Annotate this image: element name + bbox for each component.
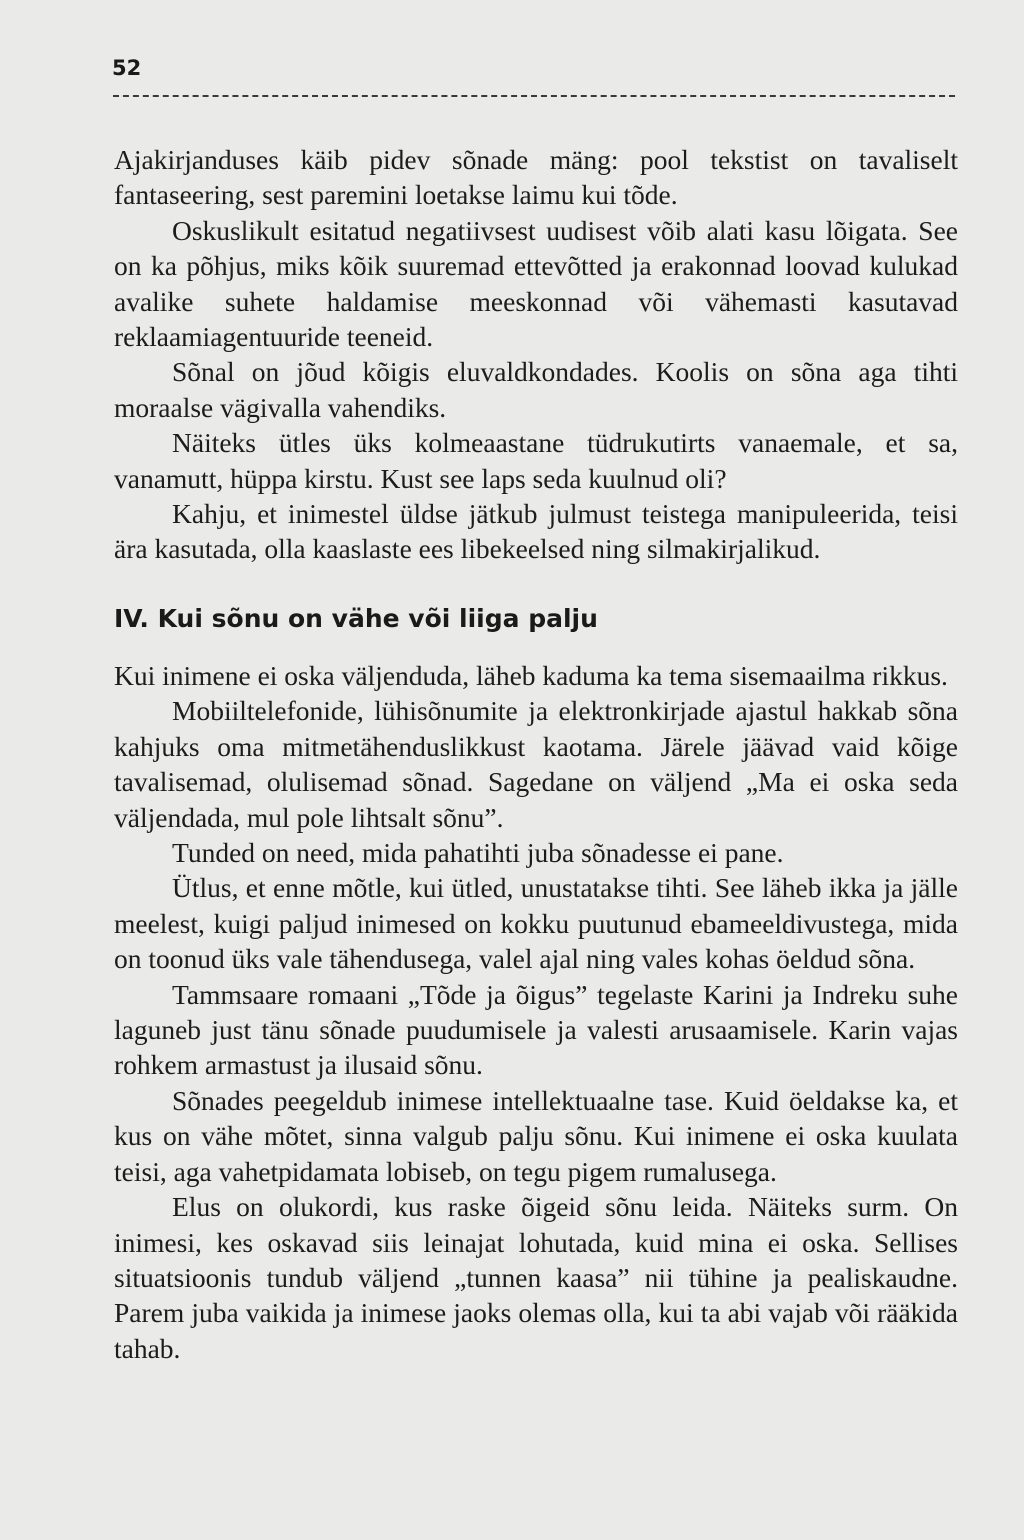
paragraph: Kui inimene ei oska väljenduda, läheb kaduma ka tema sisemaailma rikkus. [114, 660, 948, 691]
paragraph: Sõnades peegeldub inimese intellektuaalne tase. Kuid öeldakse ka, et kus on vähe mõtet, sinna valgub palju sõnu. Kui inimene ei oska kuulata teisi, aga vahetpidamata lobiseb, on tegu pigem rumalusega. [114, 1084, 958, 1187]
header-divider [113, 95, 955, 97]
paragraph: Näiteks ütles üks kolmeaastane tüdrukutirts vanaemale, et sa, vanamutt, hüppa kirstu. Kust see laps seda kuulnud oli? [114, 427, 958, 494]
section-heading: IV. Kui sõnu on vähe või liiga palju [114, 604, 598, 633]
paragraph: Mobiiltelefonide, lühisõnumite ja elektronkirjade ajastul hakkab sõna kahjuks oma mitmetähenduslikkust kaotama. Järele jäävad vaid kõige tavalisemad, olulisemad sõnad. Sagedane on väljend „Ma ei oska seda väljendada, mul pole lihtsalt sõnu”. [114, 695, 958, 833]
paragraph: Elus on olukordi, kus raske õigeid sõnu leida. Näiteks surm. On inimesi, kes oskavad siis leinajat lohutada, kuid mina ei oska. Sellises situatsioonis tundub väljend „tunnen kaasa” nii tühine ja pealiskaudne. Parem juba vaikida ja inimese jaoks olemas olla, kui ta abi vajab või rääkida tahab. [114, 1191, 958, 1364]
paragraph: Kahju, et inimestel üldse jätkub julmust teistega manipuleerida, teisi ära kasutada, olla kaaslaste ees libekeelsed ning silmakirjalikud. [114, 498, 958, 565]
section-text-iv [114, 658, 958, 1366]
paragraph: Oskuslikult esitatud negatiivsest uudisest võib alati kasu lõigata. See on ka põhjus, miks kõik suuremad ettevõtted ja erakonnad loovad kulukad avalike suhete haldamise meeskonnad või vähemasti kasutavad reklaamiagentuuride teeneid. [114, 214, 958, 353]
page-number: 52 [112, 56, 142, 80]
paragraph: Sõnal on jõud kõigis eluvaldkondades. Koolis on sõna aga tihti moraalse vägivalla vahendiks. [114, 356, 958, 423]
paragraph: Ajakirjanduses käib pidev sõnade mäng: pool tekstist on tavaliselt fantaseering, sest paremini loetakse laimu kui tõde. [114, 144, 958, 211]
paragraph: Ütlus, et enne mõtle, kui ütled, unustatakse tihti. See läheb ikka ja jälle meelest, kuigi paljud inimesed on kokku puutunud ebameeldivustega, mida on toonud üks vale tähendusega, valel ajal ning vales kohas öeldud sõna. [114, 872, 958, 975]
section-text-before [114, 142, 958, 567]
paragraph: Tunded on need, mida pahatihti juba sõnadesse ei pane. [172, 837, 784, 869]
paragraph: Tammsaare romaani „Tõde ja õigus” tegelaste Karini ja Indreku suhe laguneb just tänu sõnade puudumisele ja valesti arusaamisele. Karin vajas rohkem armastust ja ilusaid sõnu. [114, 978, 958, 1081]
